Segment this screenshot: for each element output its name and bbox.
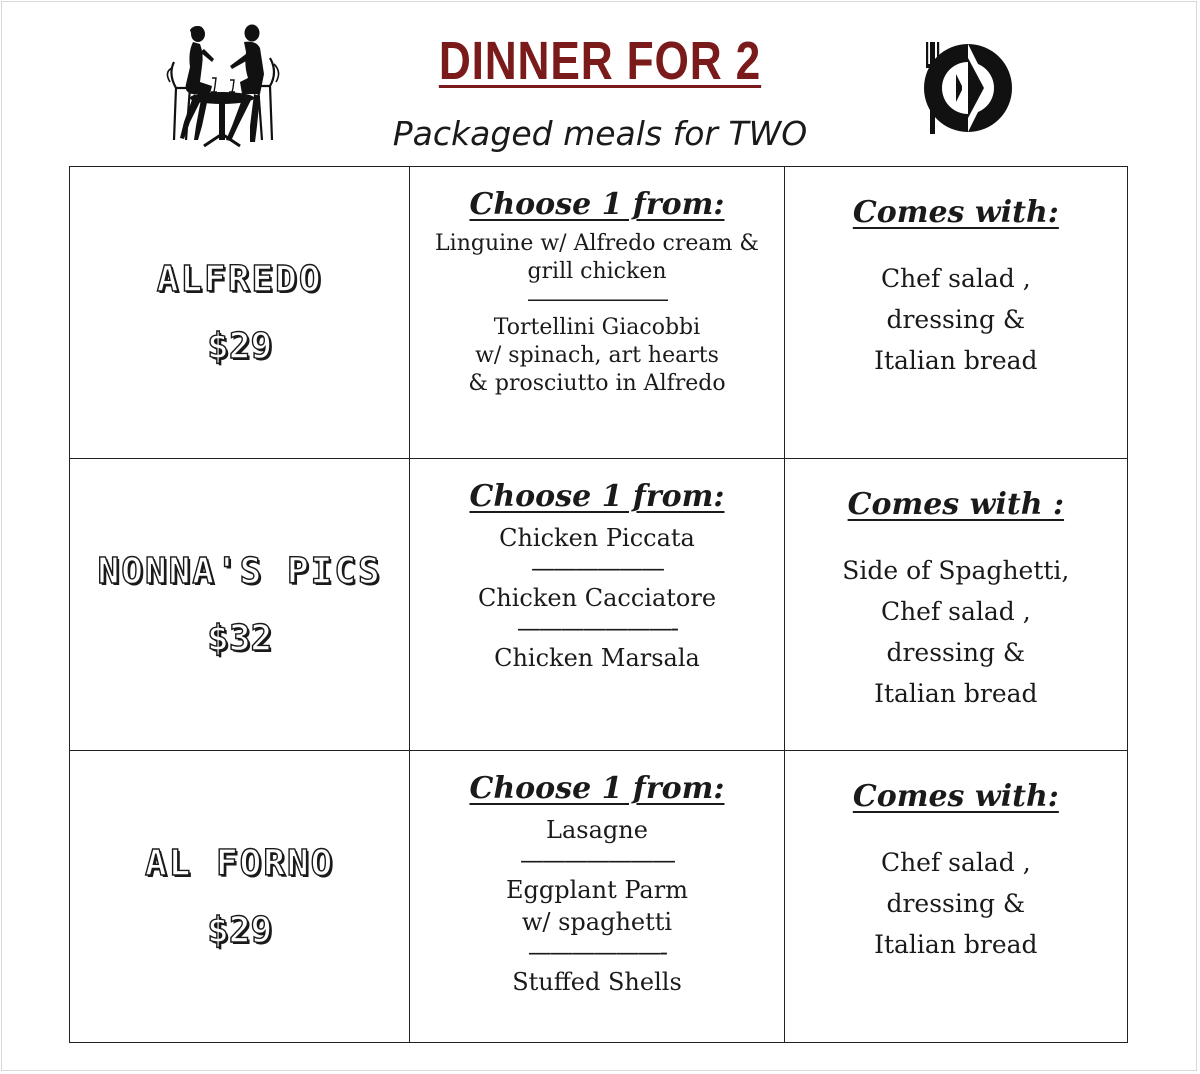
option-item: Chicken Cacciatore <box>477 584 717 612</box>
option-item: w/ spinach, art hearts <box>475 343 719 368</box>
option-separator: ——————— <box>519 846 674 874</box>
sides-list <box>785 258 1127 381</box>
side-item: Italian bread <box>874 930 1038 959</box>
option-item: Linguine w/ Alfredo cream & <box>435 231 759 256</box>
fork-knife-plate-icon <box>918 38 1014 138</box>
option-item: Chicken Marsala <box>494 644 700 672</box>
sides-cell <box>784 459 1127 751</box>
dish-cell <box>70 459 410 751</box>
side-item: Chef salad , <box>880 848 1031 877</box>
choose-label: Choose 1 from: <box>469 479 725 514</box>
options-cell <box>410 751 784 1043</box>
option-item: Eggplant Parm <box>506 876 688 904</box>
sides-list <box>785 550 1127 714</box>
option-separator: ——————- <box>527 938 667 966</box>
option-item: Chicken Piccata <box>499 524 695 552</box>
dish-name: AL FORNO <box>144 842 335 884</box>
menu-row-al-forno <box>70 751 1128 1043</box>
page-title: DINNER FOR 2 <box>438 31 762 91</box>
side-item: dressing & <box>886 638 1026 667</box>
option-separator: —————— <box>530 554 663 582</box>
dish-cell <box>70 751 410 1043</box>
dish-cell <box>70 167 410 459</box>
option-separator: ——————— <box>526 287 667 312</box>
option-item: grill chicken <box>527 259 667 284</box>
menu-row-alfredo <box>70 167 1128 459</box>
dish-name: NONNA'S PICS <box>97 550 382 592</box>
option-item: Tortellini Giacobbi <box>493 315 701 340</box>
option-item: Lasagne <box>546 816 648 844</box>
choose-label: Choose 1 from: <box>469 771 725 806</box>
option-item: Stuffed Shells <box>512 968 682 996</box>
sides-list <box>785 842 1127 965</box>
side-item: dressing & <box>886 889 1026 918</box>
options-cell <box>410 167 784 459</box>
option-item: w/ spaghetti <box>521 908 673 936</box>
side-item: dressing & <box>886 305 1026 334</box>
sides-cell <box>784 167 1127 459</box>
side-item: Italian bread <box>874 679 1038 708</box>
dish-price: $29 <box>207 909 273 951</box>
dish-price: $29 <box>207 325 273 367</box>
dish-name: ALFREDO <box>156 258 323 300</box>
header <box>0 0 1200 165</box>
options-cell <box>410 459 784 751</box>
choose-label: Choose 1 from: <box>469 187 725 222</box>
menu-row-nonnas-pics <box>70 459 1128 751</box>
menu-grid <box>69 166 1128 1043</box>
side-item: Italian bread <box>874 346 1038 375</box>
options-list <box>410 230 783 398</box>
page-subtitle: Packaged meals for TWO <box>392 114 808 153</box>
option-item: & prosciutto in Alfredo <box>468 371 726 396</box>
side-item: Side of Spaghetti, <box>842 556 1070 585</box>
options-list <box>410 522 783 674</box>
option-separator: ———————- <box>516 614 678 642</box>
options-list <box>410 814 783 998</box>
side-item: Chef salad , <box>880 597 1031 626</box>
sides-cell <box>784 751 1127 1043</box>
comes-with-label: Comes with: <box>852 779 1059 814</box>
dish-price: $32 <box>207 617 273 659</box>
comes-with-label: Comes with: <box>852 195 1059 230</box>
side-item: Chef salad , <box>880 264 1031 293</box>
comes-with-label: Comes with : <box>847 487 1065 522</box>
